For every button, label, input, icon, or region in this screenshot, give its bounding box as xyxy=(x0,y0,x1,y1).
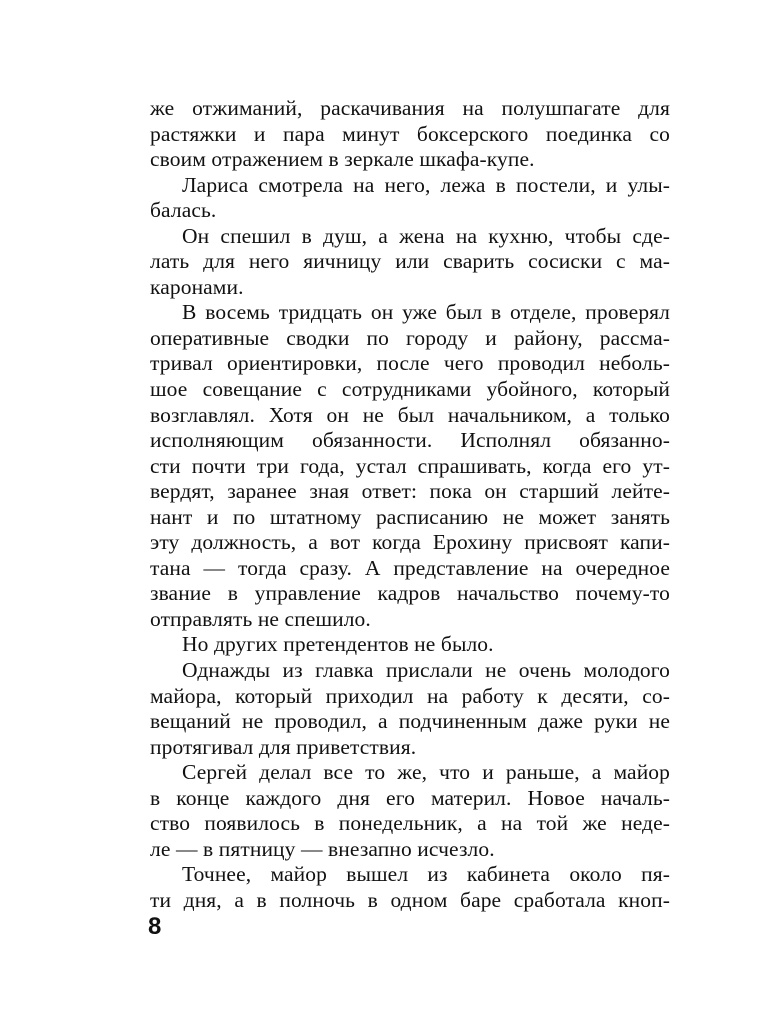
text-line: ти дня, а в полночь в одном баре сработала кноп- xyxy=(150,887,670,912)
text-line: ство появилось в понедельник, а на той же неде- xyxy=(150,811,670,836)
text-line: в конце каждого дня его материл. Новое началь- xyxy=(150,785,670,810)
text-line: Он спешил в душ, а жена на кухню, чтобы сде- xyxy=(182,223,670,248)
text-line: эту должность, а вот когда Ерохину присвоят капи- xyxy=(150,530,670,555)
text-line: протягивал для приветствия. xyxy=(150,734,417,759)
text-line: Но других претендентов не было. xyxy=(182,632,494,657)
text-line: каронами. xyxy=(150,274,244,299)
text-line: ле — в пятницу — внезапно исчезло. xyxy=(150,836,495,861)
text-line: тана — тогда сразу. А представление на очередное xyxy=(150,555,670,580)
text-line: шое совещание с сотрудниками убойного, который xyxy=(150,377,670,402)
text-line: вердят, заранее зная ответ: пока он старший лейте- xyxy=(150,479,670,504)
text-line: звание в управление кадров начальство почему-то xyxy=(150,581,670,606)
text-line: лать для него яичницу или сварить сосиски с ма- xyxy=(150,249,670,274)
text-line: В восемь тридцать он уже был в отделе, проверял xyxy=(182,300,670,325)
text-line: Однажды из главка прислали не очень молодого xyxy=(182,658,670,683)
text-line: исполняющим обязанности. Исполнял обязанно- xyxy=(150,428,670,453)
text-line: нант и по штатному расписанию не может занять xyxy=(150,504,670,529)
text-line: балась. xyxy=(150,198,217,223)
text-line: вещаний не проводил, а подчиненным даже руки не xyxy=(150,709,670,734)
text-line: своим отражением в зеркале шкафа-купе. xyxy=(150,147,535,172)
text-line: отправлять не спешило. xyxy=(150,606,371,631)
text-line: же отжиманий, раскачивания на полушпагате для xyxy=(150,96,670,120)
body-text xyxy=(150,96,670,914)
text-line: Точнее, майор вышел из кабинета около пя- xyxy=(182,862,670,887)
text-line: сти почти три года, устал спрашивать, когда его ут- xyxy=(150,453,670,478)
text-line: возглавлял. Хотя он не был начальником, а только xyxy=(150,402,670,427)
text-line: оперативные сводки по городу и району, рассма- xyxy=(150,325,670,350)
text-line: Лариса смотрела на него, лежа в постели, и улы- xyxy=(182,172,670,197)
text-line: растяжки и пара минут боксерского поединка со xyxy=(150,121,670,146)
text-line: тривал ориентировки, после чего проводил неболь- xyxy=(150,351,670,376)
page-number: 8 xyxy=(148,913,162,940)
text-line: Сергей делал все то же, что и раньше, а майор xyxy=(182,760,670,785)
text-line: майора, который приходил на работу к десяти, со- xyxy=(150,683,670,708)
